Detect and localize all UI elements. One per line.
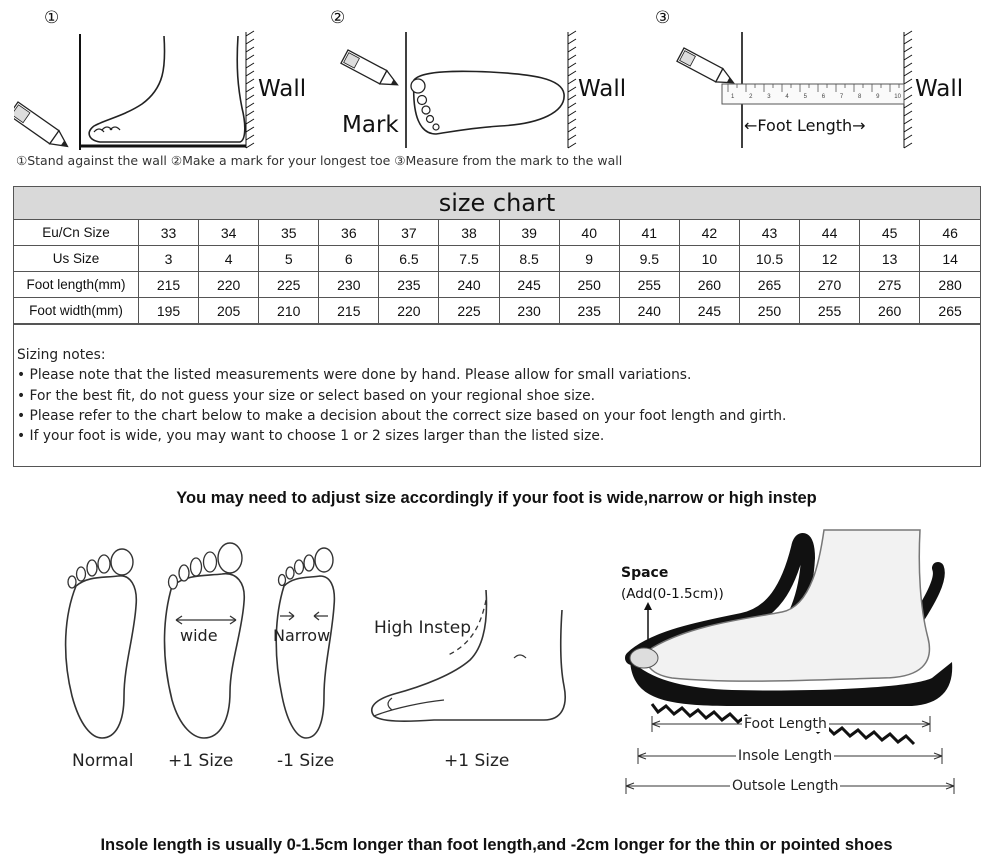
size-chart-title: size chart — [14, 187, 980, 220]
size-chart-cell: 240 — [619, 298, 679, 324]
step-2-wall-label: Wall — [578, 76, 627, 102]
size-chart-cell: 235 — [559, 298, 619, 324]
size-chart-cell: 43 — [739, 220, 799, 246]
size-chart-cell: 42 — [679, 220, 739, 246]
ruler-number: 5 — [803, 94, 807, 100]
size-chart-row — [14, 220, 980, 246]
size-chart-cell: 255 — [800, 298, 860, 324]
sizing-note: • If your foot is wide, you may want to choose 1 or 2 sizes larger than the listed size. — [17, 428, 605, 445]
step-2-number: ② — [330, 8, 346, 28]
size-chart-cell: 7.5 — [439, 246, 499, 272]
size-chart-cell: 45 — [860, 220, 920, 246]
size-chart-cell: 215 — [139, 272, 199, 298]
size-chart-cell: 34 — [199, 220, 259, 246]
foot-length-measure-label: ←Foot Length→ — [744, 116, 866, 135]
step-3-number: ③ — [655, 8, 671, 28]
size-chart-cell: 230 — [319, 272, 379, 298]
size-chart-row-label: Foot width(mm) — [14, 298, 139, 324]
size-chart-cell: 230 — [499, 298, 559, 324]
size-chart-cell: 250 — [559, 272, 619, 298]
size-chart-cell: 35 — [259, 220, 319, 246]
size-chart-cell: 5 — [259, 246, 319, 272]
ruler-number: 10 — [894, 94, 901, 100]
size-chart-cell: 38 — [439, 220, 499, 246]
size-chart-cell: 3 — [139, 246, 199, 272]
ruler-numbers — [731, 94, 901, 100]
size-chart-cell: 13 — [860, 246, 920, 272]
narrow-foot-label: -1 Size — [277, 751, 335, 771]
normal-foot-icon — [58, 546, 142, 742]
size-chart-cell: 33 — [139, 220, 199, 246]
size-chart-row — [14, 246, 980, 272]
size-chart-cell: 270 — [800, 272, 860, 298]
foot-length-label: Foot Length — [744, 716, 827, 732]
space-label: Space — [621, 565, 669, 581]
size-chart-cell: 40 — [559, 220, 619, 246]
size-chart-cell: 6 — [319, 246, 379, 272]
size-chart-cell: 225 — [439, 298, 499, 324]
high-instep-title: High Instep — [374, 618, 472, 638]
insole-length-label: Insole Length — [738, 748, 833, 764]
size-chart-cell: 8.5 — [499, 246, 559, 272]
size-chart-cell: 260 — [860, 298, 920, 324]
size-chart-cell: 250 — [739, 298, 799, 324]
size-chart-cell: 260 — [679, 272, 739, 298]
size-chart-table — [14, 220, 980, 324]
high-instep-label: +1 Size — [444, 751, 510, 771]
size-chart-cell: 215 — [319, 298, 379, 324]
size-chart-cell: 205 — [199, 298, 259, 324]
size-chart-cell: 275 — [860, 272, 920, 298]
step-2-mark-label: Mark — [342, 112, 399, 138]
ruler-number: 1 — [731, 94, 735, 100]
sizing-note: • Please note that the listed measurements were done by hand. Please allow for small variations. — [17, 367, 692, 384]
size-chart-cell: 44 — [800, 220, 860, 246]
size-chart-cell: 240 — [439, 272, 499, 298]
ruler-number: 7 — [839, 94, 844, 100]
size-chart-cell: 14 — [920, 246, 980, 272]
wide-foot-label: +1 Size — [168, 751, 234, 771]
size-chart-cell: 220 — [199, 272, 259, 298]
size-chart-cell: 36 — [319, 220, 379, 246]
outsole-length-label: Outsole Length — [732, 778, 839, 794]
size-chart-cell: 235 — [379, 272, 439, 298]
size-chart-cell: 10 — [679, 246, 739, 272]
size-chart-cell: 37 — [379, 220, 439, 246]
size-chart-row — [14, 298, 980, 324]
size-chart-cell: 10.5 — [739, 246, 799, 272]
size-chart-cell: 39 — [499, 220, 559, 246]
adjust-headline: You may need to adjust size accordingly if your foot is wide,narrow or high instep — [176, 489, 817, 507]
size-chart-cell: 220 — [379, 298, 439, 324]
size-chart-cell: 9 — [559, 246, 619, 272]
size-chart-row — [14, 272, 980, 298]
high-instep-foot-icon — [364, 590, 572, 740]
sizing-notes-heading: Sizing notes: — [17, 347, 106, 363]
step-3-wall-label: Wall — [915, 76, 964, 102]
ruler-number: 6 — [821, 94, 826, 100]
narrow-foot-inner-label: Narrow — [273, 626, 331, 645]
size-chart-cell: 265 — [739, 272, 799, 298]
size-chart-cell: 9.5 — [619, 246, 679, 272]
size-chart-row-label: Us Size — [14, 246, 139, 272]
step-1-wall-label: Wall — [258, 76, 307, 102]
normal-foot-label: Normal — [72, 751, 134, 771]
size-chart-cell: 245 — [679, 298, 739, 324]
ruler-number: 4 — [785, 94, 789, 100]
wide-foot-inner-label: wide — [180, 626, 218, 645]
sizing-note: • Please refer to the chart below to make a decision about the correct size based on your foot length and girth. — [17, 407, 787, 424]
size-chart-cell: 6.5 — [379, 246, 439, 272]
size-chart-cell: 245 — [499, 272, 559, 298]
steps-caption: ①Stand against the wall ②Make a mark for your longest toe ③Measure from the mark to the wall — [16, 153, 623, 168]
size-chart-cell: 195 — [139, 298, 199, 324]
sizing-note: • For the best fit, do not guess your size or select based on your regional shoe size. — [17, 387, 596, 404]
size-chart-cell: 46 — [920, 220, 980, 246]
size-chart-cell: 41 — [619, 220, 679, 246]
size-chart-row-label: Foot length(mm) — [14, 272, 139, 298]
size-chart-cell: 4 — [199, 246, 259, 272]
size-chart-row-label: Eu/Cn Size — [14, 220, 139, 246]
ruler-number: 2 — [749, 94, 753, 100]
ruler-number: 3 — [767, 94, 771, 100]
footer-note: Insole length is usually 0-1.5cm longer than foot length,and -2cm longer for the thin or pointed shoes — [100, 836, 893, 854]
size-chart-cell: 265 — [920, 298, 980, 324]
size-chart-cell: 210 — [259, 298, 319, 324]
size-chart-cell: 280 — [920, 272, 980, 298]
size-chart — [13, 186, 981, 467]
ruler-number: 8 — [857, 94, 862, 100]
size-chart-cell: 255 — [619, 272, 679, 298]
size-chart-cell: 12 — [800, 246, 860, 272]
ruler-number: 9 — [876, 94, 880, 100]
space-sub-label: (Add(0-1.5cm)) — [621, 586, 724, 602]
sizing-notes — [14, 324, 980, 464]
step-1-number: ① — [44, 8, 60, 28]
size-chart-cell: 225 — [259, 272, 319, 298]
